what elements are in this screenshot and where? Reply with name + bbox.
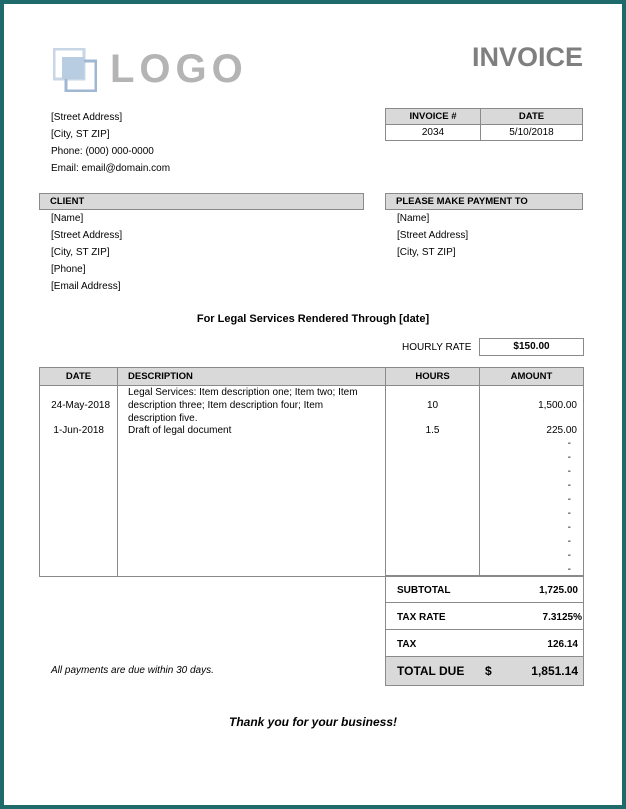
services-heading: For Legal Services Rendered Through [date] (196, 313, 430, 325)
invoice-date: 5/10/2018 (481, 125, 583, 141)
company-email: Email: email@domain.com (51, 163, 171, 174)
invoice-title: INVOICE (471, 42, 583, 72)
row2-description: Draft of legal document (128, 425, 232, 436)
client-city: [City, ST ZIP] (51, 247, 110, 258)
logo-icon (53, 48, 97, 92)
client-email: [Email Address] (51, 281, 121, 292)
invoice-date-label: DATE (481, 109, 583, 125)
empty-amount: - (567, 536, 571, 547)
row1-hours: 10 (426, 400, 439, 411)
row1-description-line2: description three; Item description four; Item (128, 400, 324, 411)
col-hours-header: HOURS (415, 371, 450, 382)
client-phone: [Phone] (51, 264, 86, 275)
company-street: [Street Address] (51, 112, 123, 123)
tax-rate-value: 7.3125% (542, 612, 582, 623)
tax-value: 126.14 (547, 639, 578, 650)
row1-description-line1: Legal Services: Item description one; Item two; Item (128, 387, 358, 398)
empty-amount: - (567, 494, 571, 505)
client-name: [Name] (51, 213, 84, 224)
subtotal-label: SUBTOTAL (397, 585, 451, 596)
tax-rate-label: TAX RATE (397, 612, 446, 623)
row1-date: 24-May-2018 (51, 400, 110, 411)
invoice-number-label: INVOICE # (386, 109, 481, 125)
row1-amount: 1,500.00 (538, 400, 577, 411)
col-description-header: DESCRIPTION (128, 371, 193, 382)
client-header: CLIENT (39, 193, 364, 210)
subtotal-value: 1,725.00 (539, 585, 578, 596)
payment-to-name: [Name] (397, 213, 430, 224)
col-amount-header: AMOUNT (510, 371, 553, 382)
invoice-meta-table (385, 108, 583, 141)
row2-amount: 225.00 (546, 425, 577, 436)
empty-amount: - (567, 550, 571, 561)
hourly-rate-value: $150.00 (479, 338, 584, 356)
invoice-number: 2034 (386, 125, 481, 141)
invoice-page (4, 4, 622, 805)
row1-description-line3: description five. (128, 413, 198, 424)
total-due-value: 1,851.14 (531, 664, 578, 678)
row2-hours: 1.5 (425, 425, 440, 436)
total-due-currency: $ (485, 664, 492, 678)
payment-to-street: [Street Address] (397, 230, 469, 241)
payment-to-header: PLEASE MAKE PAYMENT TO (385, 193, 583, 210)
col-date-header: DATE (65, 371, 92, 382)
empty-amount: - (567, 564, 571, 575)
empty-amount: - (567, 480, 571, 491)
empty-amount: - (567, 508, 571, 519)
empty-amount: - (567, 522, 571, 533)
company-city: [City, ST ZIP] (51, 129, 110, 140)
empty-amount: - (567, 452, 571, 463)
empty-amount: - (567, 438, 571, 449)
payment-note: All payments are due within 30 days. (51, 665, 214, 676)
client-street: [Street Address] (51, 230, 123, 241)
tax-label: TAX (397, 639, 417, 650)
company-phone: Phone: (000) 000-0000 (51, 146, 154, 157)
empty-amount: - (567, 466, 571, 477)
row2-date: 1-Jun-2018 (53, 425, 104, 436)
total-due-label: TOTAL DUE (397, 664, 465, 678)
hourly-rate-label: HOURLY RATE (402, 342, 472, 353)
logo-text: LOGO (110, 47, 248, 91)
thank-you-message: Thank you for your business! (228, 715, 398, 729)
payment-to-city: [City, ST ZIP] (397, 247, 456, 258)
